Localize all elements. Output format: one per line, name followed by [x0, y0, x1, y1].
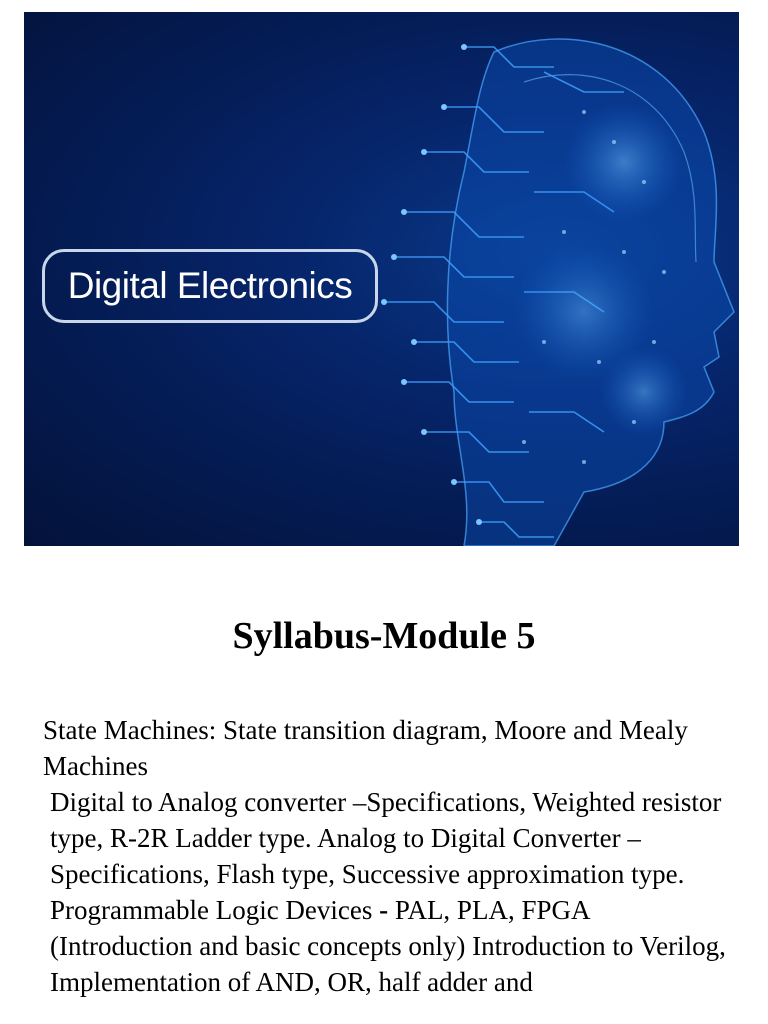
pld-text-start: Programmable Logic Devices — [50, 895, 380, 925]
pld-dash: - — [379, 895, 389, 925]
banner-image — [24, 12, 739, 546]
paragraph-converters: Digital to Analog converter –Specifications, Weighted resistor type, R-2R Ladder type. Analog to Digital Converter – Specifications, Flash type, Successive approximation type. — [50, 787, 722, 889]
digital-electronics-badge — [42, 249, 378, 323]
paragraph-pld — [43, 892, 733, 1000]
paragraph-state-machines: State Machines: State transition diagram, Moore and Mealy Machines — [43, 715, 688, 781]
badge-label: Digital Electronics — [67, 265, 353, 306]
page-title: Syllabus-Module 5 — [232, 615, 536, 657]
syllabus-body — [43, 712, 733, 1000]
pld-text-rest: PAL, PLA, FPGA (Introduction and basic concepts only) Introduction to Verilog, Implementation of AND, OR, half adder and — [50, 895, 726, 997]
